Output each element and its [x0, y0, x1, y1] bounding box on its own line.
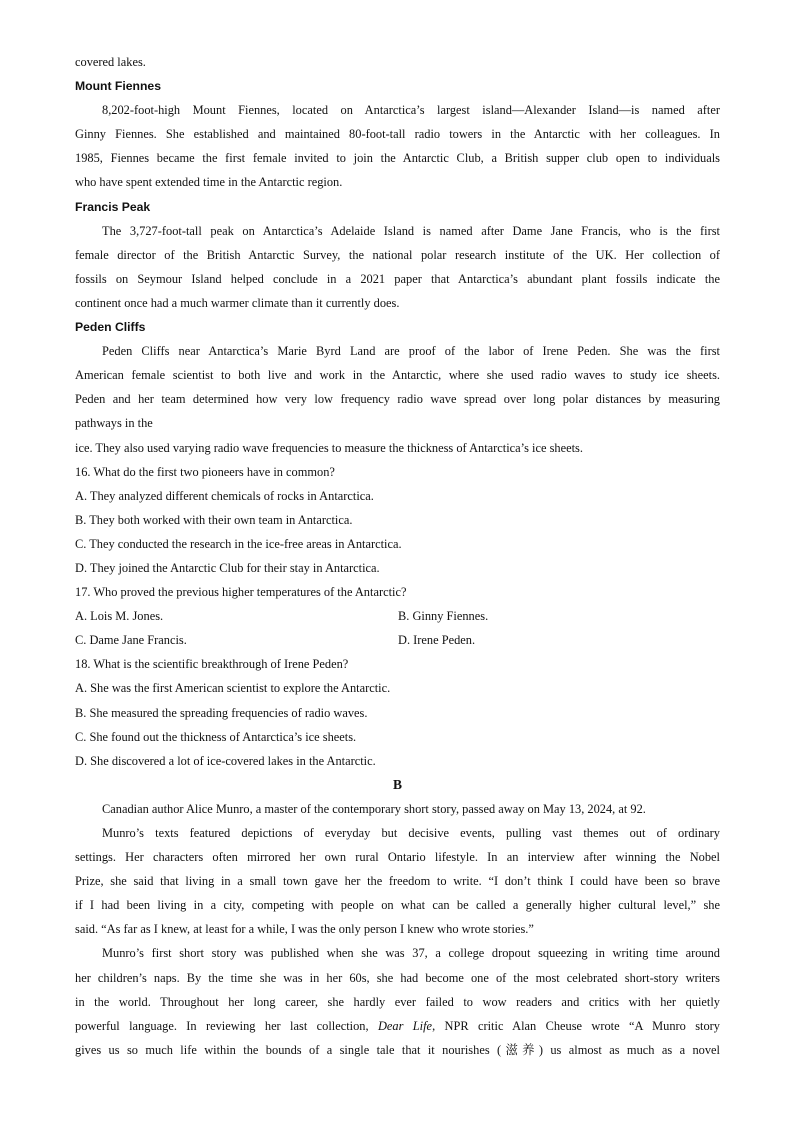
paragraph-line: The 3,727-foot-tall peak on Antarctica’s Adelaide Island is named after Dame Jane Francis, who is the first: [102, 223, 720, 238]
paragraph-line: continent once had a much warmer climate than it currently does.: [75, 295, 400, 310]
question-18-option-a: A. She was the first American scientist to explore the Antarctic.: [75, 681, 391, 696]
paragraph-line: gives us so much life within the bounds of a single tale that it nourishes (滋养) us almost as much as a novel: [75, 1042, 720, 1057]
question-18-option-d: D. She discovered a lot of ice-covered lakes in the Antarctic.: [75, 753, 376, 768]
question-18-stem: 18. What is the scientific breakthrough of Irene Peden?: [75, 657, 349, 672]
paragraph-line: Munro’s first short story was published when she was 37, a college dropout squeezing in writing time around: [102, 946, 720, 961]
section-heading-mount-fiennes: Mount Fiennes: [75, 79, 161, 94]
paragraph-line: Peden Cliffs near Antarctica’s Marie Byrd Land are proof of the labor of Irene Peden. She was the first: [102, 344, 720, 359]
question-17-option-c: C. Dame Jane Francis.: [75, 633, 187, 648]
question-17-options-row: [75, 604, 720, 628]
question-18-option-c: C. She found out the thickness of Antarctica’s ice sheets.: [75, 729, 357, 744]
paragraph-line: fossils on Seymour Island helped conclude in a 2021 paper that Antarctica’s abundant plant fossils indicate the: [75, 271, 720, 286]
section-heading-francis-peak: Francis Peak: [75, 199, 151, 214]
paragraph-line: ice. They also used varying radio wave frequencies to measure the thickness of Antarctica’s ice sheets.: [75, 440, 583, 455]
paragraph-line: said. “As far as I knew, at least for a while, I was the only person I knew who wrote stories.”: [75, 922, 534, 937]
paragraph-line: 8,202-foot-high Mount Fiennes, located on Antarctica’s largest island—Alexander Island—is named after: [102, 103, 720, 118]
paragraph-line: female director of the British Antarctic Survey, the national polar research institute of the UK. Her collection of: [75, 247, 720, 262]
question-16-stem: 16. What do the first two pioneers have in common?: [75, 464, 335, 479]
section-heading-peden-cliffs: Peden Cliffs: [75, 320, 146, 335]
paragraph-line: pathways in the: [75, 416, 153, 431]
text-run: , NPR critic Alan Cheuse wrote “A Munro story: [432, 1018, 720, 1033]
question-16-option-c: C. They conducted the research in the ice-free areas in Antarctica.: [75, 536, 402, 551]
paragraph-line: Prize, she said that living in a small town gave her the freedom to write. “I don’t think I could have been so brave: [75, 874, 720, 889]
paragraph-line: settings. Her characters often mirrored her own rural Ontario lifestyle. In an interview after winning the Nobel: [75, 850, 720, 865]
paragraph-line: American female scientist to both live and work in the Antarctic, where she used radio waves to study ice sheets.: [75, 368, 720, 383]
question-16-option-a: A. They analyzed different chemicals of rocks in Antarctica.: [75, 488, 374, 503]
paragraph-line: 1985, Fiennes became the first female invited to join the Antarctic Club, a British supper club open to individuals: [75, 151, 720, 166]
paragraph-line: Ginny Fiennes. She established and maintained 80-foot-tall radio towers in the Antarctic with her colleagues. In: [75, 127, 720, 142]
paragraph-line: Munro’s texts featured depictions of everyday but decisive events, pulling vast themes out of ordinary: [102, 826, 720, 840]
question-17-option-d: D. Irene Peden.: [398, 633, 476, 648]
question-17-option-a: A. Lois M. Jones.: [75, 609, 164, 624]
text-run: powerful language. In reviewing her last collection,: [75, 1018, 369, 1033]
paragraph-line: who have spent extended time in the Antarctic region.: [75, 175, 343, 190]
paragraph-line: [75, 1014, 720, 1038]
question-18-option-b: B. She measured the spreading frequencies of radio waves.: [75, 705, 368, 720]
question-17-option-b: B. Ginny Fiennes.: [398, 609, 489, 624]
paragraph-line: in the world. Throughout her long career, she hardly ever failed to wow readers and critics with her quietly: [75, 994, 720, 1009]
paragraph-line: Canadian author Alice Munro, a master of the contemporary short story, passed away on May 13, 2024, at 92.: [102, 801, 646, 816]
part-b-heading: B: [392, 776, 402, 792]
question-16-option-b: B. They both worked with their own team in Antarctica.: [75, 512, 353, 527]
paragraph-line: covered lakes.: [75, 55, 146, 69]
paragraph-line: her children’s naps. By the time she was in her 60s, she had become one of the most celebrated short-story writers: [75, 970, 720, 985]
question-17-options-row: [75, 628, 720, 652]
question-17-stem: 17. Who proved the previous higher temperatures of the Antarctic?: [75, 585, 407, 600]
exam-page: [75, 50, 720, 1062]
paragraph-line: if I had been living in a city, competing with people on what can be called a generally higher cultural level,” she: [75, 898, 720, 913]
paragraph-line: Peden and her team determined how very low frequency radio wave spread over long polar distances by measuring: [75, 392, 720, 407]
question-16-option-d: D. They joined the Antarctic Club for their stay in Antarctica.: [75, 560, 380, 575]
book-title-dear-life: Dear Life: [377, 1018, 433, 1033]
